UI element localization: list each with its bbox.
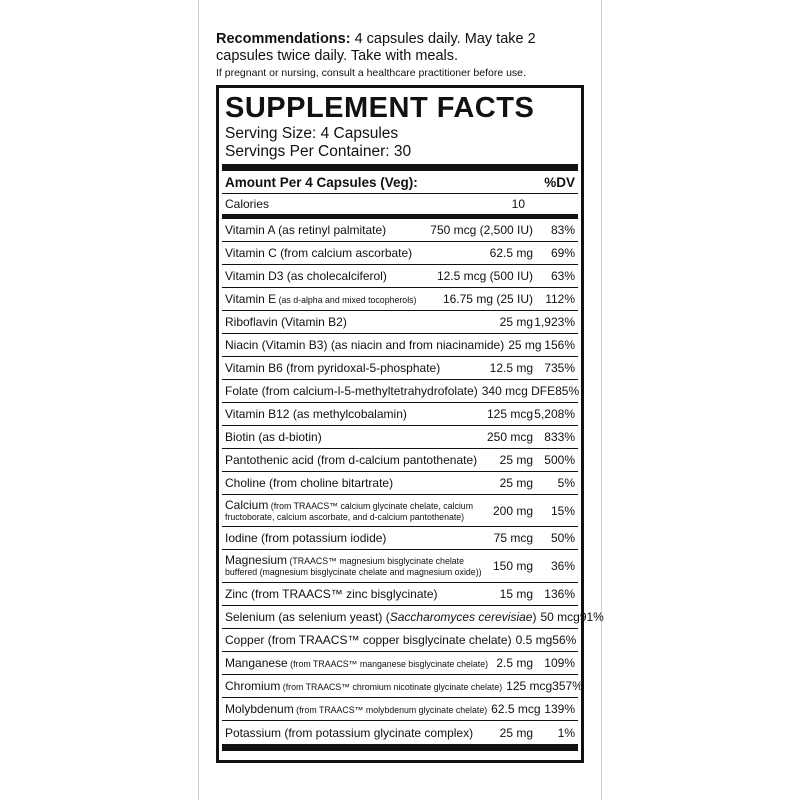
nutrient-amount: 15 mg — [499, 587, 533, 601]
nutrient-amount: 62.5 mg — [489, 246, 533, 260]
nutrient-amount: 125 mcg — [486, 407, 533, 421]
nutrient-name — [225, 657, 492, 670]
nutrient-name-main: Iodine (from potassium iodide) — [225, 531, 387, 545]
nutrient-name — [225, 703, 487, 716]
nutrient-dv: 5,208% — [534, 407, 575, 421]
nutrient-name-end: ) — [532, 610, 537, 624]
nutrient-name-main: Niacin (Vitamin B3) (as niacin and from niacinamide) — [225, 338, 505, 352]
nutrient-amount: 75 mcg — [493, 531, 533, 545]
nutrient-name-main: Folate (from calcium-l-5-methyltetrahydrofolate) — [225, 384, 478, 398]
calories-row — [222, 194, 578, 214]
nutrient-dv: 83% — [550, 223, 575, 237]
nutrient-dv: 63% — [550, 269, 575, 283]
nutrient-name-main: Magnesium — [225, 553, 288, 567]
nutrient-row — [222, 698, 578, 721]
nutrient-name-main: Vitamin D3 (as cholecalciferol) — [225, 269, 387, 283]
nutrient-row — [222, 675, 583, 698]
nutrient-name-italic: Saccharomyces cerevisiae — [389, 610, 533, 624]
nutrient-amount: 50 mcg — [540, 610, 580, 624]
nutrient-dv: 139% — [544, 702, 575, 716]
nutrient-name — [225, 362, 486, 374]
nutrient-name-main: Riboflavin (Vitamin B2) — [225, 315, 347, 329]
nutrient-dv: 735% — [544, 361, 575, 375]
nutrient-name — [225, 477, 496, 489]
nutrient-name-main: Vitamin C (from calcium ascorbate) — [225, 246, 413, 260]
nutrient-amount: 16.75 mg (25 IU) — [442, 292, 533, 306]
nutrient-amount: 25 mg — [508, 338, 542, 352]
nutrient-name — [225, 634, 512, 646]
serving-size: Serving Size: 4 Capsules — [225, 125, 399, 142]
recommendations-text: 4 capsules daily. May take 2 capsules twice daily. Take with meals. — [216, 31, 536, 64]
nutrient-source: (TRAACS™ magnesium bisglycinate chelate buffered (magnesium bisglycinate chelate and magnesium oxide)) — [225, 556, 482, 577]
nutrient-dv: 1,923% — [534, 315, 575, 329]
supplement-facts-box — [216, 85, 604, 763]
nutrient-amount: 25 mg — [499, 725, 533, 740]
nutrient-amount: 62.5 mcg — [491, 702, 541, 716]
nutrient-name — [225, 680, 502, 693]
nutrient-amount: 200 mg — [492, 503, 533, 518]
nutrient-name — [225, 532, 490, 544]
nutrient-amount: 25 mg — [499, 315, 533, 329]
nutrient-dv: 50% — [550, 531, 575, 545]
nutrient-dv: 69% — [550, 246, 575, 260]
nutrient-row — [222, 265, 578, 288]
divider-thick — [222, 164, 578, 171]
nutrient-source: (from TRAACS™ chromium nicotinate glycinate chelate) — [280, 681, 503, 692]
nutrient-name-main: Pantothenic acid (from d-calcium pantothenate) — [225, 453, 478, 467]
nutrient-name-main: Molybdenum — [225, 701, 294, 716]
nutrient-name — [225, 247, 486, 259]
nutrient-name-main: Calcium — [225, 497, 269, 512]
nutrient-dv: 5% — [557, 476, 575, 490]
nutrient-name — [225, 611, 536, 623]
nutrient-row — [222, 311, 578, 334]
nutrient-dv: 500% — [544, 453, 575, 467]
nutrient-dv: 56% — [552, 633, 577, 647]
nutrient-dv: 85% — [555, 384, 580, 398]
nutrient-row — [222, 652, 578, 675]
nutrient-dv: 109% — [544, 656, 575, 670]
nutrient-dv: 112% — [545, 292, 575, 306]
nutrient-name-main: Potassium (from potassium glycinate complex) — [225, 725, 474, 740]
nutrient-name — [225, 454, 496, 466]
nutrient-dv: 357% — [552, 679, 583, 693]
pregnancy-warning: If pregnant or nursing, consult a healthcare practitioner before use. — [216, 67, 526, 79]
nutrient-name-main: Biotin (as d-biotin) — [225, 430, 322, 444]
nutrient-source: (from TRAACS™ molybdenum glycinate chelate) — [293, 704, 488, 715]
nutrient-amount: 340 mcg DFE — [481, 384, 556, 398]
nutrient-dv: 36% — [550, 559, 575, 573]
nutrient-name — [225, 270, 433, 282]
nutrient-source: (as d-alpha and mixed tocopherols) — [276, 294, 417, 305]
nutrient-name — [225, 588, 496, 600]
nutrient-dv: 91% — [579, 610, 604, 624]
nutrient-row — [222, 357, 578, 380]
calories-value: 10 — [511, 197, 525, 211]
nutrient-row — [222, 288, 578, 311]
nutrient-name — [225, 385, 478, 397]
nutrient-amount: 25 mg — [499, 453, 533, 467]
nutrient-name-main: Choline (from choline bitartrate) — [225, 476, 394, 490]
nutrient-name-main: Manganese — [225, 655, 288, 670]
nutrient-name — [225, 431, 483, 443]
nutrient-amount: 12.5 mcg (500 IU) — [436, 269, 533, 283]
nutrient-amount: 150 mg — [492, 559, 533, 573]
nutrient-row — [222, 380, 578, 403]
servings-per-container: Servings Per Container: 30 — [225, 143, 412, 160]
nutrient-row — [222, 403, 578, 426]
amount-header-row — [222, 171, 578, 194]
nutrient-row — [222, 629, 578, 652]
nutrient-name-main: Copper (from TRAACS™ copper bisglycinate chelate) — [225, 633, 512, 647]
nutrient-dv: 833% — [544, 430, 575, 444]
nutrient-name-main: Selenium (as selenium yeast) ( — [225, 610, 390, 624]
nutrient-dv: 15% — [550, 503, 575, 518]
nutrient-name — [225, 224, 426, 236]
nutrient-amount: 2.5 mg — [496, 656, 533, 670]
nutrient-amount: 750 mcg (2,500 IU) — [430, 223, 533, 237]
nutrient-row — [222, 449, 578, 472]
dv-header: %DV — [544, 174, 575, 190]
nutrient-row — [222, 606, 604, 629]
nutrient-row — [222, 219, 578, 242]
divider-bottom — [222, 744, 578, 751]
nutrient-rows — [225, 219, 604, 744]
nutrient-row — [222, 426, 578, 449]
amount-header: Amount Per 4 Capsules (Veg): — [225, 174, 418, 190]
nutrient-name-main: Chromium — [225, 678, 281, 693]
nutrient-amount: 12.5 mg — [489, 361, 533, 375]
nutrient-name — [225, 339, 504, 351]
nutrient-amount: 0.5 mg — [515, 633, 553, 647]
nutrient-source: (from TRAACS™ calcium glycinate chelate, calcium fructoborate, calcium ascorbate, and d-calcium pantothenate) — [225, 500, 474, 522]
nutrient-dv: 136% — [544, 587, 575, 601]
nutrient-name-main: Vitamin A (as retinyl palmitate) — [225, 223, 387, 237]
recommendations-label: Recommendations: — [216, 31, 351, 47]
nutrient-amount: 25 mg — [499, 476, 533, 490]
nutrient-name — [225, 316, 496, 328]
nutrient-row — [222, 242, 578, 265]
nutrient-name-main: Vitamin B12 (as methylcobalamin) — [225, 407, 407, 421]
nutrient-amount: 250 mcg — [486, 430, 533, 444]
nutrient-name — [225, 293, 439, 306]
nutrient-dv: 1% — [557, 725, 575, 740]
nutrient-row — [222, 495, 578, 527]
nutrient-name — [225, 408, 483, 420]
nutrient-name-main: Vitamin B6 (from pyridoxal-5-phosphate) — [225, 361, 441, 375]
nutrient-name — [225, 555, 489, 577]
nutrient-row — [222, 583, 578, 606]
nutrient-name-main: Vitamin E — [225, 291, 277, 306]
nutrient-name — [225, 727, 496, 739]
nutrient-row — [222, 550, 578, 583]
nutrient-row — [222, 721, 578, 744]
nutrient-row — [222, 472, 578, 495]
recommendations — [216, 31, 596, 65]
facts-title: SUPPLEMENT FACTS — [225, 92, 535, 124]
nutrient-source: (from TRAACS™ manganese bisglycinate chelate) — [287, 658, 489, 669]
calories-label: Calories — [225, 197, 270, 211]
nutrient-row — [222, 334, 578, 357]
nutrient-name-main: Zinc (from TRAACS™ zinc bisglycinate) — [225, 587, 438, 601]
nutrient-name — [225, 497, 489, 522]
nutrient-dv: 156% — [544, 338, 575, 352]
nutrient-amount: 125 mcg — [506, 679, 553, 693]
nutrient-row — [222, 527, 578, 550]
